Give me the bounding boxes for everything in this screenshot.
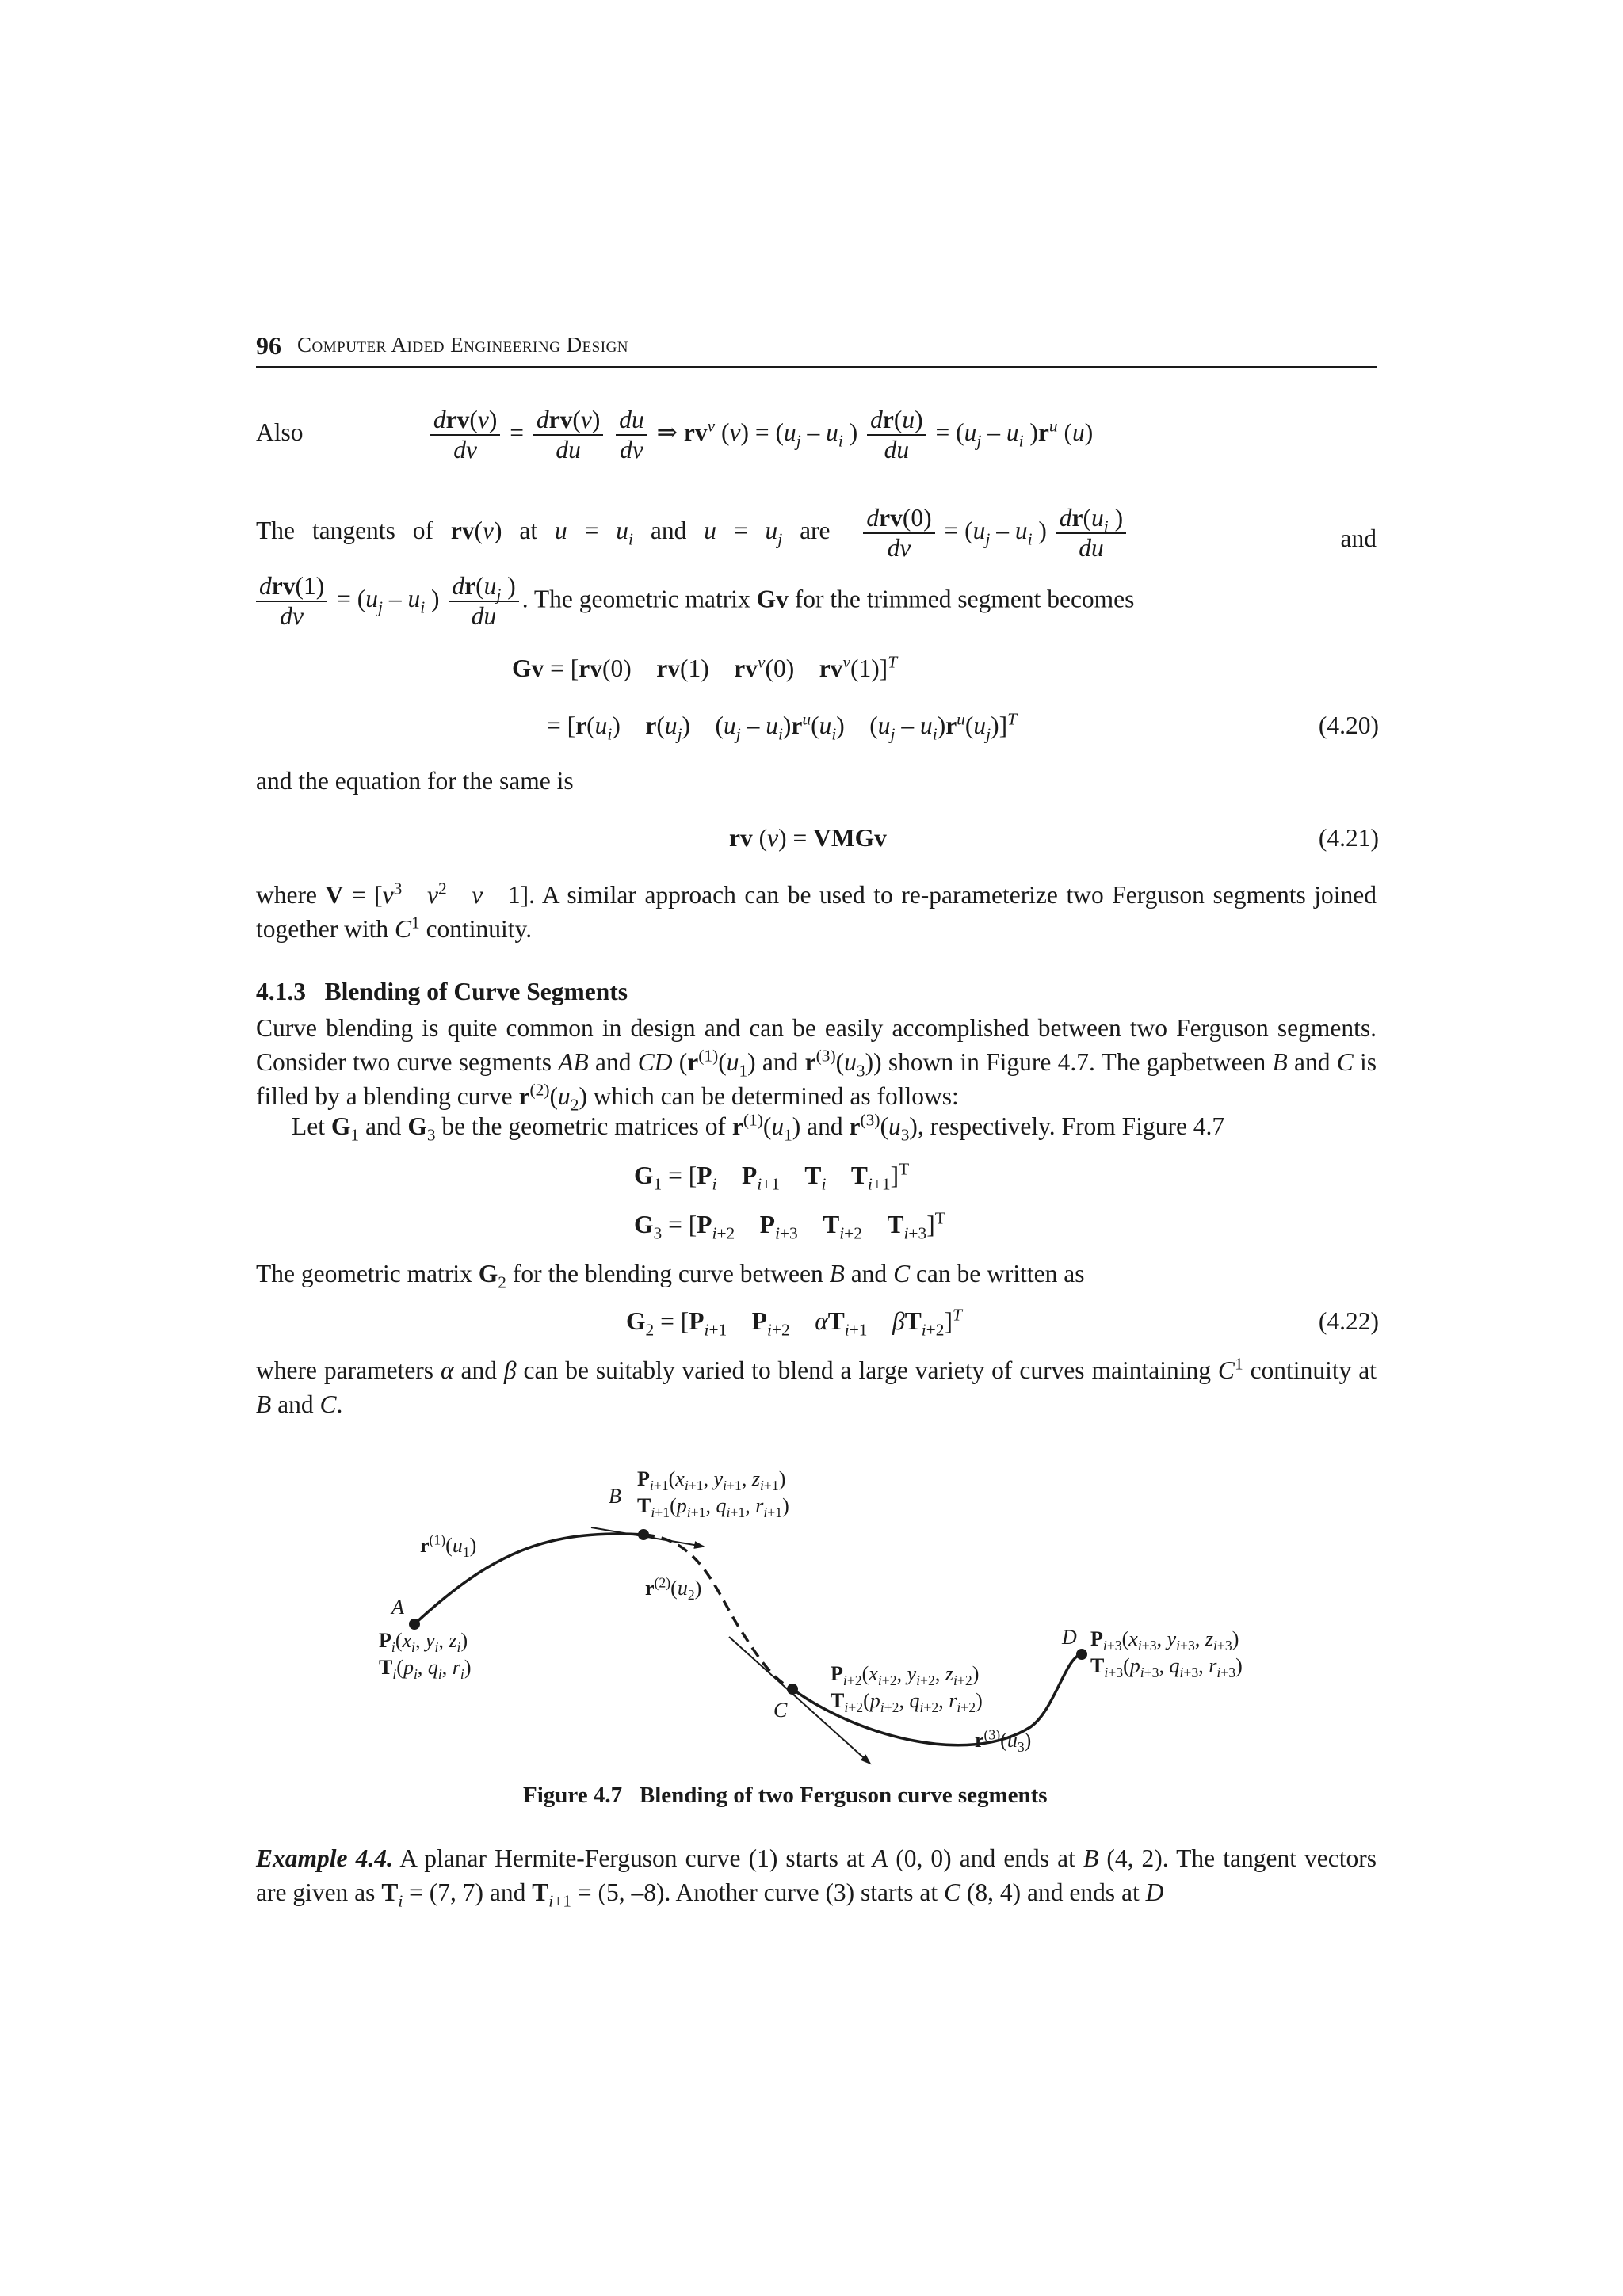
label-point-a: A — [391, 1596, 404, 1619]
label-curve-1: $r^{(1)}(u_1)$ — [420, 1531, 477, 1561]
example-label: Example 4.4. — [256, 1844, 393, 1872]
figure-caption-text: Blending of two Ferguson curve segments — [639, 1783, 1048, 1808]
page-number: 96 — [256, 331, 281, 360]
blend-matrix-intro: The geometric matrix $G_2$ for the blending curve between B and C can be written as — [256, 1260, 1085, 1292]
label-point-d-coords: $P_{i+3}(x_{i+3}$, $y_{i+3}$, $z_{i+3}$) $T_{i+3}(p_{i+3}$, $q_{i+3}$, $r_{i+3}$) — [1090, 1627, 1243, 1681]
g2-equation: $G_2 = [P_{i+1}$ $P_{i+2}$ $\alpha T_{i+1}$ $\beta T_{i+2}]^T$ — [626, 1305, 962, 1340]
label-point-d: D — [1062, 1626, 1077, 1649]
figure-caption-number: Figure 4.7 — [523, 1783, 623, 1808]
label-point-b: B — [609, 1485, 621, 1508]
paragraph-blending: Curve blending is quite common in design and can be easily accomplished between two Ferguson segments. Consider two curve segments AB and CD ($r^{(1)}(u_1)$ and $r^{(3)}(u_3)$) shown in Figure 4.7. The gapbetween B and C is filled by a blending curve $r^{(2)}(u_2)$ which can be determined as follows: — [256, 1014, 1377, 1115]
rv-equation: rv (v) = VMGv — [729, 824, 887, 852]
g3-equation: $G_3 = [P_{i+2}$ $P_{i+3}$ $T_{i+2}$ $T_{i+3}]^T$ — [634, 1208, 945, 1243]
gv-equation-1: Gv = [rv(0) rv(1) $rv^v(0)$ $rv^v(1)]^T$ — [512, 652, 898, 682]
equation-intro-text: and the equation for the same is — [256, 767, 574, 795]
point-d — [1076, 1649, 1087, 1660]
g1-equation: $G_1 = [P_i$ $P_{i+1}$ $T_i$ $T_{i+1}]^T$ — [634, 1159, 910, 1194]
equation-number-4-20: (4.20) — [1318, 711, 1379, 739]
section-number: 4.1.3 — [256, 978, 306, 1005]
equation-number-4-22: (4.22) — [1318, 1307, 1379, 1335]
section-title: Blending of Curve Segments — [324, 978, 628, 1005]
equation-number-4-21: (4.21) — [1318, 824, 1379, 852]
example-4-4: Example 4.4. A planar Hermite-Ferguson curve (1) starts at A (0, 0) and ends at B (4, 2). The tangent vectors are given as $T_i = (7$, 7) and $T_{i+1} = (5$, –8). Another curve (3) starts at C (8, 4) and ends at D — [256, 1844, 1377, 1911]
figure-caption — [523, 1783, 1048, 1809]
tangents-sentence-2: $\frac{\text{drv(1)}}{dv}$ = ($u_j - u_i$ ) $\frac{dr(u_j )}{du}$ . The geometric matrix Gv for the trimmed segment becomes — [256, 572, 1134, 631]
blending-curve-segment-2 — [643, 1535, 792, 1689]
point-b — [638, 1529, 649, 1540]
point-c — [787, 1684, 798, 1695]
label-point-c-coords: $P_{i+2}(x_{i+2}$, $y_{i+2}$, $z_{i+2}$) $T_{i+2}(p_{i+2}$, $q_{i+2}$, $r_{i+2}$) — [831, 1662, 983, 1716]
also-label: Also — [256, 418, 304, 447]
label-point-a-coords: $P_i(x_i$, $y_i$, $z_i$) $T_i(p_i$, $q_i$, $r_i$) — [379, 1629, 472, 1683]
tangents-sentence: The tangents of rv(v) at $u = u_i$ and $u = u_j$ are $\frac{\text{drv(0)}}{dv}$ = ($u_j - u_i$ ) $\frac{dr(u_i )}{du}$ and — [256, 504, 1377, 563]
paragraph-where-v: where $V = [v^3$ $v^2$ v 1]. A similar approach can be used to re-parameterize two Ferguson segments joined together with $C^1$ continuity. — [256, 879, 1377, 943]
label-point-b-coords: $P_{i+1}(x_{i+1}$, $y_{i+1}$, $z_{i+1}$) $T_{i+1}(p_{i+1}$, $q_{i+1}$, $r_{i+1}$) — [637, 1467, 789, 1521]
label-point-c: C — [773, 1699, 788, 1722]
label-curve-2: $r^{(2)}(u_2)$ — [645, 1574, 702, 1604]
label-curve-3: $r^{(3)}(u_3)$ — [975, 1726, 1032, 1756]
running-title: Computer Aided Engineering Design — [297, 333, 629, 357]
paragraph-let-g: Let $G_1$ and $G_3$ be the geometric matrices of $r^{(1)}(u_1)$ and $r^{(3)}(u_3)$, respectively. From Figure 4.7 — [292, 1110, 1225, 1145]
paragraph-alpha-beta: where parameters α and β can be suitably varied to blend a large variety of curves maintaining $C^1$ continuity at B and C. — [256, 1354, 1377, 1418]
gv-equation-2: = [$r(u_i)$ $r(u_j)$ $(u_j - u_i)r^u(u_i)$ $(u_j - u_i)r^u(u_j)]^T$ — [547, 709, 1017, 744]
equation-also: Also $\frac{\text{drv(v)}}{dv}$ = $\frac{\text{drv(v)}}{du}$ $\frac{du}{dv}$ ⇒ $rv^v$ $(v) = (u_j - u_i$ ) $\frac{dr(u)}{du}$ = ($u_j - u_i$ )$r^u$ (u) — [256, 406, 1094, 464]
